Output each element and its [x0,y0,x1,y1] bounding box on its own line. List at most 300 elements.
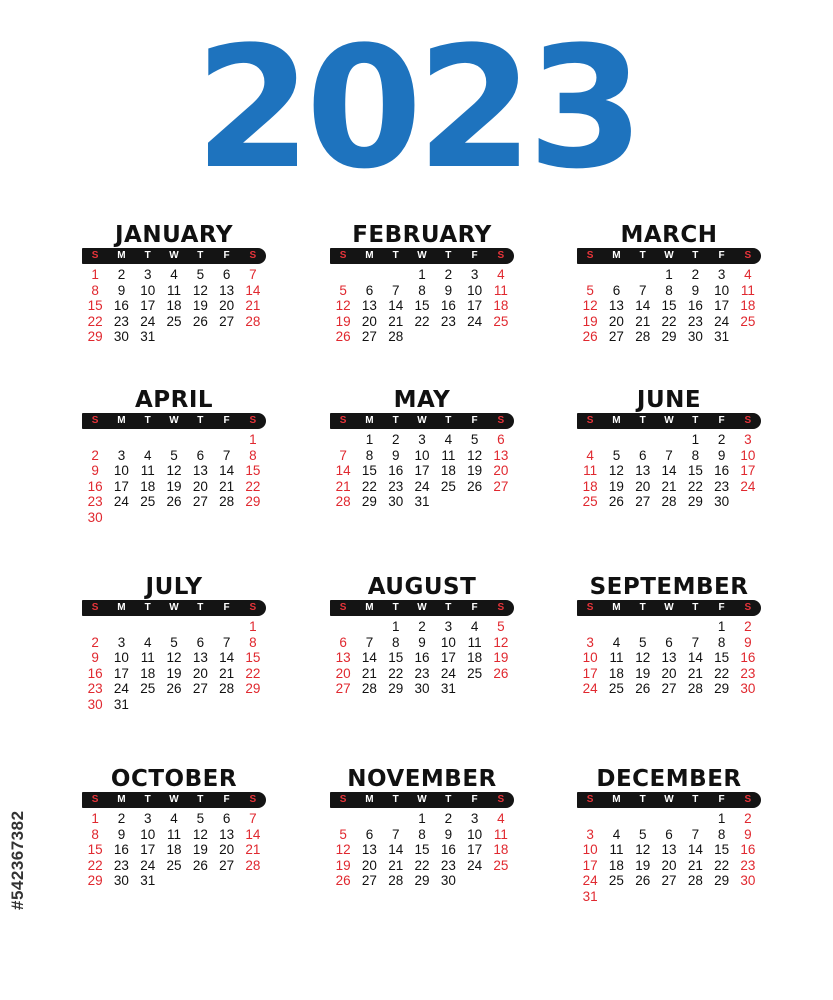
day-cell: 20 [192,478,208,494]
day-cell: 16 [440,842,456,858]
empty-cell [603,811,629,827]
weekday-label: W [664,415,674,426]
day-cell: 9 [744,826,752,842]
day-cell: 19 [192,842,208,858]
day-cell: 17 [714,298,730,314]
day-cell: 26 [493,665,509,681]
day-cell: 7 [391,826,400,842]
day-cell: 3 [470,811,479,826]
day-cell: 6 [222,811,231,826]
day-cell: 20 [361,313,377,329]
day-cell: 23 [687,313,703,329]
empty-cell [161,432,187,448]
month-name: JULY [145,574,203,600]
day-cell: 24 [140,857,156,873]
day-cell: 18 [140,478,156,494]
day-cell: 22 [414,313,430,329]
day-cell: 3 [586,634,594,650]
day-cell: 14 [687,842,703,858]
day-cell: 13 [635,463,651,479]
day-cell: 12 [493,634,509,650]
month-october [82,766,266,889]
month-january [82,222,266,345]
day-cell: 25 [493,313,509,329]
month-name: MARCH [620,222,718,248]
month-november [330,766,514,889]
day-cell: 22 [661,313,677,329]
month-july [82,574,266,713]
weekday-label: M [117,415,126,426]
day-cell: 8 [717,826,726,842]
empty-cell [383,811,409,827]
day-cell: 18 [608,857,624,873]
day-cell: 14 [245,826,261,842]
weekday-label: S [91,415,99,426]
day-cell: 7 [365,634,374,650]
day-cell: 10 [582,842,598,858]
day-cell: 19 [493,650,509,666]
day-cell: 1 [365,432,374,447]
day-cell: 23 [414,665,430,681]
day-cell: 21 [687,857,703,873]
day-cell: 6 [365,826,374,842]
day-cell: 28 [635,329,651,345]
day-cell: 1 [91,811,99,826]
day-cell: 9 [444,282,453,298]
empty-cell [108,619,134,635]
weekday-label: S [497,250,505,261]
day-cell: 9 [717,447,726,463]
day-cell: 17 [440,650,456,666]
month-name: OCTOBER [110,766,238,792]
day-cell: 1 [717,619,726,634]
weekday-label: S [91,602,99,613]
day-cell: 29 [388,681,404,697]
day-cell: 17 [113,478,129,494]
day-cell: 6 [497,432,505,447]
weekday-label: S [497,602,505,613]
weekday-label: T [197,602,204,613]
day-cell: 15 [87,842,103,858]
day-cell: 22 [714,665,730,681]
day-cell: 23 [740,857,756,873]
day-cell: 3 [744,432,752,447]
empty-cell [656,811,682,827]
day-cell: 10 [140,282,156,298]
day-cell: 16 [740,650,756,666]
weekday-label: T [692,250,699,261]
day-cell: 24 [113,681,129,697]
day-cell: 29 [87,329,103,345]
day-cell: 9 [117,282,126,298]
day-cell: 18 [493,298,509,314]
day-cell: 27 [219,313,235,329]
weekday-label: W [169,794,179,805]
weekday-label: M [612,794,621,805]
month-name: JANUARY [115,222,233,248]
day-grid [577,619,761,697]
day-cell: 13 [608,298,624,314]
day-cell: 6 [196,447,205,463]
empty-cell [682,619,708,635]
day-cell: 13 [661,842,677,858]
day-cell: 28 [361,681,377,697]
day-cell: 19 [335,313,351,329]
weekday-label: S [339,415,347,426]
day-cell: 7 [222,634,231,650]
weekday-label: F [718,602,725,613]
weekday-label: T [445,794,452,805]
day-cell: 6 [196,634,205,650]
day-cell: 4 [744,267,752,282]
weekday-label: T [392,794,399,805]
month-name: JUNE [636,387,702,413]
day-cell: 10 [740,447,756,463]
day-cell: 5 [497,619,505,634]
day-cell: 6 [222,267,231,282]
day-cell: 17 [140,298,156,314]
day-cell: 26 [335,329,351,345]
day-cell: 16 [113,298,129,314]
month-name: FEBRUARY [352,222,492,248]
day-cell: 3 [470,267,479,282]
day-cell: 2 [717,432,726,447]
day-grid [330,267,514,345]
weekday-label: W [169,602,179,613]
day-cell: 23 [87,494,103,510]
day-cell: 6 [365,282,374,298]
day-cell: 7 [638,282,647,298]
day-cell: 26 [467,478,483,494]
weekday-header-bar [577,248,761,264]
day-cell: 20 [661,857,677,873]
day-cell: 25 [740,313,756,329]
day-cell: 4 [170,267,178,282]
day-cell: 8 [418,826,426,842]
day-cell: 15 [245,650,261,666]
day-cell: 26 [192,313,208,329]
weekday-label: T [144,415,151,426]
weekday-label: F [718,250,725,261]
weekday-label: T [197,415,204,426]
day-cell: 1 [418,811,426,826]
day-cell: 27 [635,494,651,510]
day-cell: 2 [744,811,752,826]
day-cell: 23 [388,478,404,494]
day-cell: 15 [87,298,103,314]
day-cell: 2 [418,619,426,634]
weekday-label: T [445,250,452,261]
day-cell: 27 [192,681,208,697]
day-cell: 2 [117,267,126,282]
day-cell: 27 [219,857,235,873]
weekday-label: W [417,602,427,613]
day-grid [330,811,514,889]
month-may [330,387,514,510]
weekday-label: S [497,794,505,805]
day-cell: 25 [608,873,624,889]
day-cell: 19 [582,313,598,329]
day-cell: 20 [608,313,624,329]
weekday-label: T [639,602,646,613]
day-cell: 13 [361,298,377,314]
month-december [577,766,761,905]
empty-cell [187,619,213,635]
day-cell: 23 [113,313,129,329]
empty-cell [577,267,603,283]
weekday-label: F [223,415,230,426]
weekday-label: T [692,415,699,426]
day-cell: 20 [361,857,377,873]
day-cell: 27 [361,329,377,345]
weekday-label: S [339,602,347,613]
weekday-label: M [612,602,621,613]
day-cell: 8 [249,634,257,650]
day-cell: 8 [665,282,673,298]
weekday-label: W [417,415,427,426]
day-grid [577,811,761,905]
weekday-label: T [445,415,452,426]
month-march [577,222,761,345]
day-cell: 24 [467,313,483,329]
day-cell: 1 [249,432,257,447]
day-cell: 23 [714,478,730,494]
day-cell: 1 [691,432,700,447]
day-cell: 31 [140,873,156,889]
day-cell: 22 [687,478,703,494]
year-title: 2023 [194,10,639,206]
day-cell: 6 [665,634,673,650]
month-name: SEPTEMBER [589,574,749,600]
day-cell: 8 [717,634,726,650]
day-cell: 28 [335,494,351,510]
day-cell: 14 [635,298,651,314]
day-cell: 3 [117,634,126,650]
day-cell: 6 [612,282,621,298]
day-cell: 20 [219,298,235,314]
day-cell: 16 [440,298,456,314]
day-cell: 24 [582,873,598,889]
empty-cell [356,267,382,283]
day-grid [82,432,266,526]
day-cell: 20 [661,665,677,681]
day-cell: 4 [143,634,152,650]
day-cell: 1 [665,267,673,282]
weekday-label: M [612,250,621,261]
weekday-header-bar [82,248,266,264]
day-cell: 28 [219,494,235,510]
weekday-label: S [91,250,99,261]
day-cell: 31 [140,329,156,345]
day-cell: 24 [113,494,129,510]
day-cell: 12 [467,447,483,463]
day-cell: 9 [91,463,99,479]
weekday-header-bar [330,600,514,616]
day-cell: 10 [467,826,483,842]
day-cell: 29 [661,329,677,345]
day-cell: 10 [113,650,129,666]
month-april [82,387,266,526]
day-cell: 28 [388,329,404,345]
day-cell: 13 [192,463,208,479]
day-cell: 3 [143,811,152,826]
day-cell: 11 [167,826,182,842]
day-cell: 8 [391,634,400,650]
weekday-label: S [586,602,594,613]
day-cell: 23 [87,681,103,697]
month-august [330,574,514,697]
day-cell: 20 [635,478,651,494]
weekday-label: T [144,602,151,613]
day-cell: 11 [140,463,155,479]
weekday-label: M [117,794,126,805]
day-cell: 4 [612,634,621,650]
day-cell: 21 [388,313,404,329]
weekday-header-bar [82,413,266,429]
weekday-label: T [392,250,399,261]
day-cell: 27 [361,873,377,889]
day-cell: 8 [365,447,374,463]
day-cell: 14 [661,463,677,479]
day-cell: 26 [192,857,208,873]
day-cell: 30 [414,681,430,697]
weekday-header-bar [577,600,761,616]
day-cell: 21 [245,298,261,314]
day-cell: 30 [113,329,129,345]
month-september [577,574,761,697]
weekday-label: S [586,794,594,805]
day-cell: 28 [245,857,261,873]
day-cell: 21 [219,478,235,494]
day-cell: 18 [467,650,483,666]
weekday-label: T [639,794,646,805]
day-cell: 3 [418,432,426,447]
month-name: DECEMBER [596,766,742,792]
empty-cell [213,432,239,448]
day-cell: 14 [245,282,261,298]
empty-cell [82,619,108,635]
day-cell: 21 [245,842,261,858]
day-cell: 9 [444,826,453,842]
weekday-label: F [223,602,230,613]
day-cell: 13 [493,447,509,463]
weekday-header-bar [577,792,761,808]
weekday-label: F [471,794,478,805]
day-cell: 6 [638,447,647,463]
day-cell: 7 [691,634,700,650]
day-cell: 28 [687,681,703,697]
empty-cell [630,267,656,283]
day-cell: 19 [335,857,351,873]
day-cell: 22 [245,478,261,494]
day-cell: 31 [714,329,730,345]
day-cell: 4 [586,447,594,463]
weekday-label: S [339,794,347,805]
day-cell: 10 [113,463,129,479]
weekday-label: S [91,794,99,805]
weekday-label: S [744,250,752,261]
weekday-label: F [223,794,230,805]
day-cell: 22 [361,478,377,494]
day-cell: 3 [717,267,726,282]
day-cell: 24 [414,478,430,494]
weekday-label: F [471,250,478,261]
weekday-label: W [417,250,427,261]
day-cell: 18 [166,298,182,314]
day-cell: 7 [665,447,673,463]
day-cell: 28 [245,313,261,329]
day-grid [330,432,514,510]
day-cell: 23 [740,665,756,681]
day-cell: 13 [219,282,235,298]
day-cell: 19 [608,478,624,494]
day-cell: 22 [87,313,103,329]
day-cell: 8 [91,826,99,842]
day-cell: 15 [361,463,377,479]
day-cell: 30 [687,329,703,345]
day-cell: 13 [192,650,208,666]
day-cell: 30 [440,873,456,889]
day-cell: 16 [714,463,730,479]
day-cell: 2 [391,432,400,447]
day-cell: 27 [661,681,677,697]
month-name: AUGUST [367,574,477,600]
day-cell: 1 [418,267,426,282]
day-cell: 17 [140,842,156,858]
day-cell: 17 [582,665,598,681]
day-cell: 28 [661,494,677,510]
day-cell: 4 [143,447,152,463]
weekday-label: M [117,250,126,261]
day-cell: 25 [140,681,156,697]
day-cell: 18 [493,842,509,858]
day-cell: 28 [388,873,404,889]
day-cell: 5 [196,811,205,826]
day-grid [577,432,761,510]
weekday-label: W [664,794,674,805]
weekday-label: W [664,602,674,613]
day-cell: 30 [87,696,103,712]
day-cell: 15 [687,463,703,479]
day-cell: 5 [638,826,647,842]
day-cell: 5 [170,447,178,463]
weekday-label: S [744,794,752,805]
day-cell: 11 [609,842,624,858]
day-cell: 5 [339,282,347,298]
day-cell: 26 [335,873,351,889]
weekday-label: S [339,250,347,261]
day-cell: 11 [740,282,755,298]
day-cell: 14 [388,298,404,314]
weekday-label: F [718,415,725,426]
day-cell: 24 [140,313,156,329]
day-cell: 26 [635,681,651,697]
weekday-label: M [612,415,621,426]
day-cell: 14 [219,650,235,666]
empty-cell [187,432,213,448]
day-cell: 12 [335,842,351,858]
day-cell: 5 [339,826,347,842]
day-cell: 13 [661,650,677,666]
day-cell: 21 [388,857,404,873]
day-cell: 1 [91,267,99,282]
empty-cell [82,432,108,448]
day-cell: 6 [339,634,347,650]
day-cell: 7 [391,282,400,298]
weekday-label: T [197,250,204,261]
day-cell: 25 [493,857,509,873]
day-cell: 19 [635,665,651,681]
